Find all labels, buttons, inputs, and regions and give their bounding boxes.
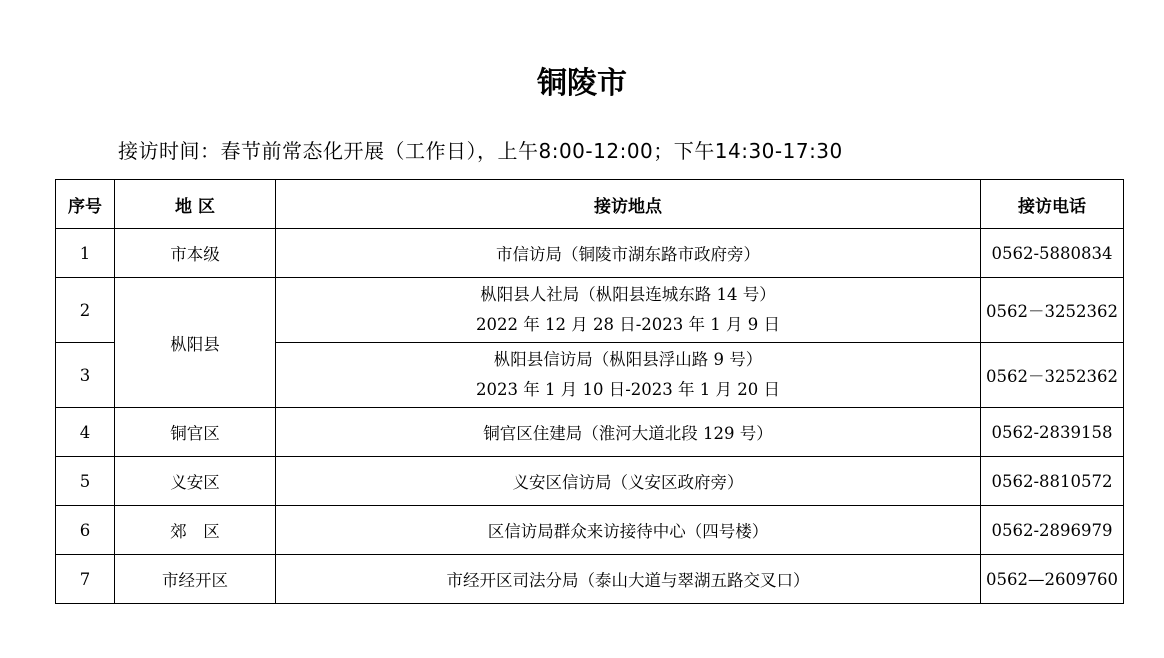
header-no: 序号	[56, 180, 115, 229]
cell-no: 6	[56, 506, 115, 555]
cell-region: 郊 区	[115, 506, 276, 555]
place-name: 枞阳县信访局（枞阳县浮山路 9 号）	[493, 350, 763, 369]
table-row	[56, 278, 1124, 343]
cell-no: 3	[56, 343, 115, 408]
cell-no: 5	[56, 457, 115, 506]
cell-phone: 0562-2839158	[981, 408, 1124, 457]
cell-region: 义安区	[115, 457, 276, 506]
table-row	[56, 457, 1124, 506]
cell-region: 市本级	[115, 229, 276, 278]
cell-no: 1	[56, 229, 115, 278]
cell-region: 枞阳县	[115, 278, 276, 408]
cell-phone: 0562—2609760	[981, 555, 1124, 604]
table-row	[56, 555, 1124, 604]
page-title: 铜陵市	[537, 66, 627, 101]
cell-no: 7	[56, 555, 115, 604]
table-row	[56, 229, 1124, 278]
header-phone: 接访电话	[981, 180, 1124, 229]
cell-no: 2	[56, 278, 115, 343]
reception-table	[55, 179, 1124, 604]
cell-place	[276, 278, 981, 343]
table-row	[56, 408, 1124, 457]
cell-phone: 0562-2896979	[981, 506, 1124, 555]
cell-phone: 0562－3252362	[981, 278, 1124, 343]
reception-time: 接访时间：春节前常态化开展（工作日），上午8:00-12:00；下午14:30-17:30	[118, 139, 843, 163]
cell-no: 4	[56, 408, 115, 457]
header-place: 接访地点	[276, 180, 981, 229]
cell-region: 市经开区	[115, 555, 276, 604]
cell-region: 铜官区	[115, 408, 276, 457]
place-period: 2023 年 1 月 10 日-2023 年 1 月 20 日	[476, 380, 780, 399]
cell-place: 义安区信访局（义安区政府旁）	[276, 457, 981, 506]
table-row	[56, 506, 1124, 555]
place-period: 2022 年 12 月 28 日-2023 年 1 月 9 日	[476, 315, 780, 334]
cell-phone: 0562-8810572	[981, 457, 1124, 506]
header-region: 地 区	[115, 180, 276, 229]
cell-place	[276, 343, 981, 408]
place-name: 枞阳县人社局（枞阳县连城东路 14 号）	[480, 285, 776, 304]
cell-phone: 0562－3252362	[981, 343, 1124, 408]
cell-place: 区信访局群众来访接待中心（四号楼）	[276, 506, 981, 555]
cell-place: 市经开区司法分局（泰山大道与翠湖五路交叉口）	[276, 555, 981, 604]
table-header-row	[56, 180, 1124, 229]
cell-place: 市信访局（铜陵市湖东路市政府旁）	[276, 229, 981, 278]
cell-place: 铜官区住建局（淮河大道北段 129 号）	[276, 408, 981, 457]
cell-phone: 0562-5880834	[981, 229, 1124, 278]
